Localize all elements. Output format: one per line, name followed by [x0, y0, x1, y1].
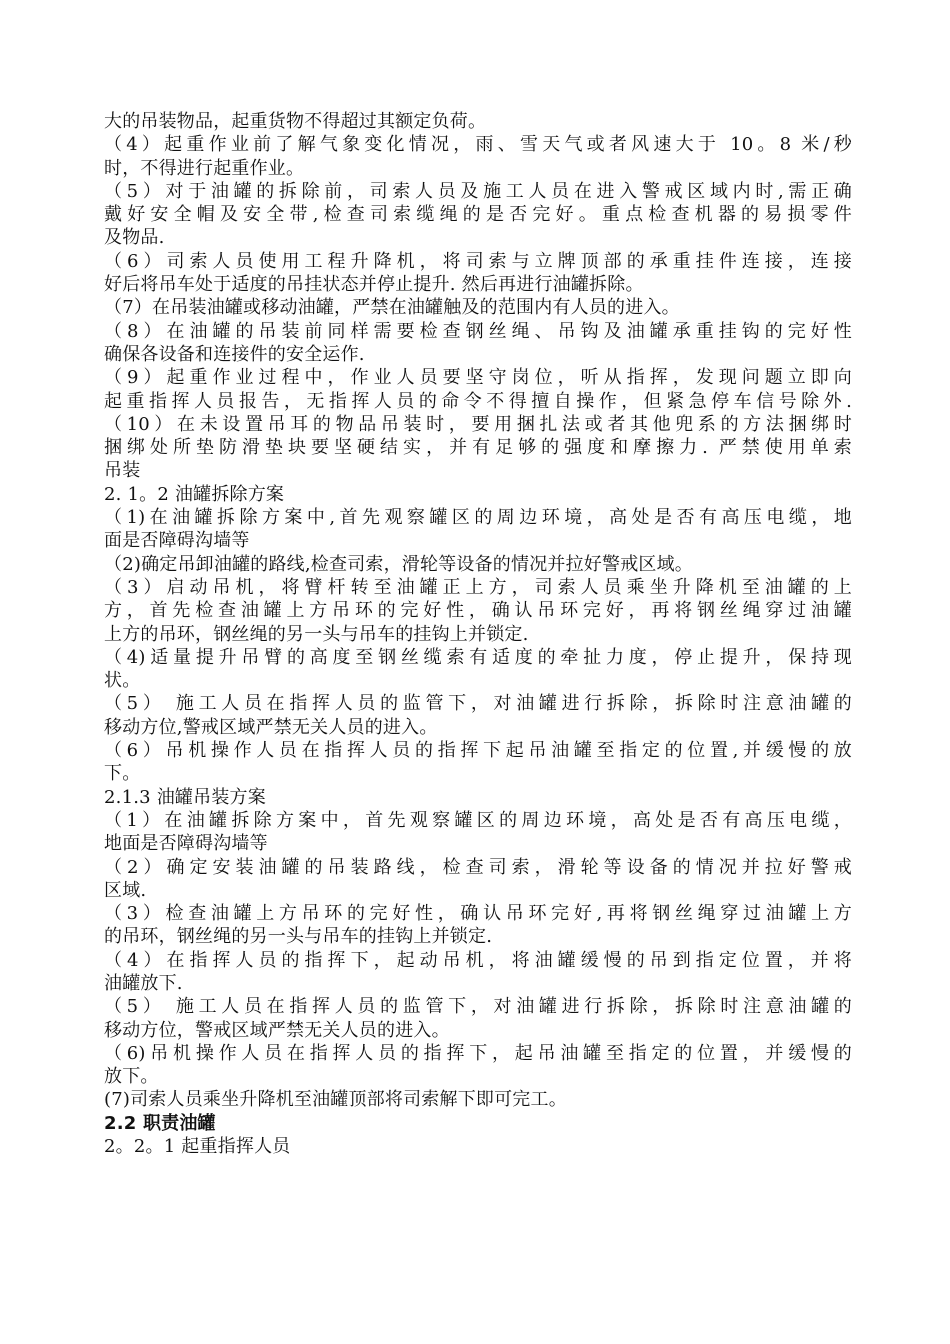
text-line: (7)司索人员乘坐升降机至油罐顶部将司索解下即可完工。: [104, 1089, 567, 1111]
text-line: 方，首先检查油罐上方吊环的完好性，确认吊环完好，再将钢丝绳穿过油罐: [104, 600, 852, 622]
text-line: （10）在未设置吊耳的物品吊装时，要用捆扎法或者其他兜系的方法捆绑时: [104, 413, 852, 435]
text-line: 2. 1。2 油罐拆除方案: [104, 483, 285, 505]
text-line: （6)吊机操作人员在指挥人员的指挥下，起吊油罐至指定的位置，并缓慢的: [104, 1042, 852, 1064]
text-line: 上方的吊环，钢丝绳的另一头与吊车的挂钩上并锁定.: [104, 623, 529, 645]
text-line: （3）检查油罐上方吊环的完好性，确认吊环完好,再将钢丝绳穿过油罐上方: [104, 903, 852, 925]
text-line: 区域.: [104, 879, 147, 901]
text-line: （5） 施工人员在指挥人员的监管下，对油罐进行拆除，拆除时注意油罐的: [104, 996, 852, 1018]
text-line: （9）起重作业过程中，作业人员要坚守岗位，听从指挥，发现问题立即向: [104, 367, 852, 389]
text-line: （4）起重作业前了解气象变化情况，雨、雪天气或者风速大于 10。8 米/秒: [104, 134, 852, 156]
text-line: （3）启动吊机，将臂杆转至油罐正上方，司索人员乘坐升降机至油罐的上: [104, 576, 852, 598]
text-line: 油罐放下.: [104, 972, 183, 994]
text-line: 2。2。1 起重指挥人员: [104, 1136, 291, 1158]
text-line: （6）司索人员使用工程升降机，将司索与立牌顶部的承重挂件连接，连接: [104, 250, 852, 272]
text-line: 下。: [104, 763, 141, 785]
text-line: （4)适量提升吊臂的高度至钢丝缆索有适度的牵扯力度，停止提升，保持现: [104, 646, 852, 668]
section-heading: 2.2 职责油罐: [104, 1112, 216, 1134]
text-line: （6）吊机操作人员在指挥人员的指挥下起吊油罐至指定的位置,并缓慢的放: [104, 740, 852, 762]
text-line: （7）在吊装油罐或移动油罐，严禁在油罐触及的范围内有人员的进入。: [104, 297, 680, 319]
text-line: 地面是否障碍沟墙等: [104, 833, 268, 855]
text-line: （5）对于油罐的拆除前，司索人员及施工人员在进入警戒区域内时,需正确: [104, 180, 852, 202]
text-line: 大的吊装物品，起重货物不得超过其额定负荷。: [104, 111, 487, 132]
text-line: 时，不得进行起重作业。: [104, 157, 305, 179]
text-line: 戴好安全帽及安全带,检查司索缆绳的是否完好。重点检查机器的易损零件: [104, 204, 852, 226]
document-page: [104, 110, 852, 1158]
text-line: 确保各设备和连接件的安全运作.: [104, 343, 365, 365]
text-line: 的吊环，钢丝绳的另一头与吊车的挂钩上并锁定.: [104, 926, 493, 948]
text-line: 2.1.3 油罐吊装方案: [104, 786, 266, 808]
text-line: 好后将吊车处于适度的吊挂状态并停止提升. 然后再进行油罐拆除。: [104, 274, 644, 296]
text-line: 捆绑处所垫防滑垫块要坚硬结实，并有足够的强度和摩擦力. 严禁使用单索: [104, 437, 852, 459]
text-line: （8）在油罐的吊装前同样需要检查钢丝绳、吊钩及油罐承重挂钩的完好性: [104, 320, 852, 342]
text-line: 放下。: [104, 1066, 159, 1088]
text-line: （2）确定安装油罐的吊装路线，检查司索，滑轮等设备的情况并拉好警戒: [104, 856, 852, 878]
text-line: 状。: [104, 670, 141, 692]
text-line: 吊装: [104, 460, 141, 482]
text-line: （1)在油罐拆除方案中,首先观察罐区的周边环境，高处是否有高压电缆，地: [104, 507, 852, 529]
text-line: 移动方位，警戒区域严禁无关人员的进入。: [104, 1019, 450, 1041]
text-line: （2)确定吊卸油罐的路线,检查司索，滑轮等设备的情况并拉好警戒区域。: [104, 553, 693, 575]
text-line: 面是否障碍沟墙等: [104, 530, 250, 552]
text-line: （4）在指挥人员的指挥下，起动吊机，将油罐缓慢的吊到指定位置，并将: [104, 949, 852, 971]
text-line: 移动方位,警戒区域严禁无关人员的进入。: [104, 716, 438, 738]
text-line: （1）在油罐拆除方案中，首先观察罐区的周边环境，高处是否有高压电缆，: [104, 809, 852, 831]
text-line: 及物品.: [104, 227, 165, 249]
text-line: （5） 施工人员在指挥人员的监管下，对油罐进行拆除，拆除时注意油罐的: [104, 693, 852, 715]
text-line: 起重指挥人员报告，无指挥人员的命令不得擅自操作，但紧急停车信号除外.: [104, 390, 852, 412]
